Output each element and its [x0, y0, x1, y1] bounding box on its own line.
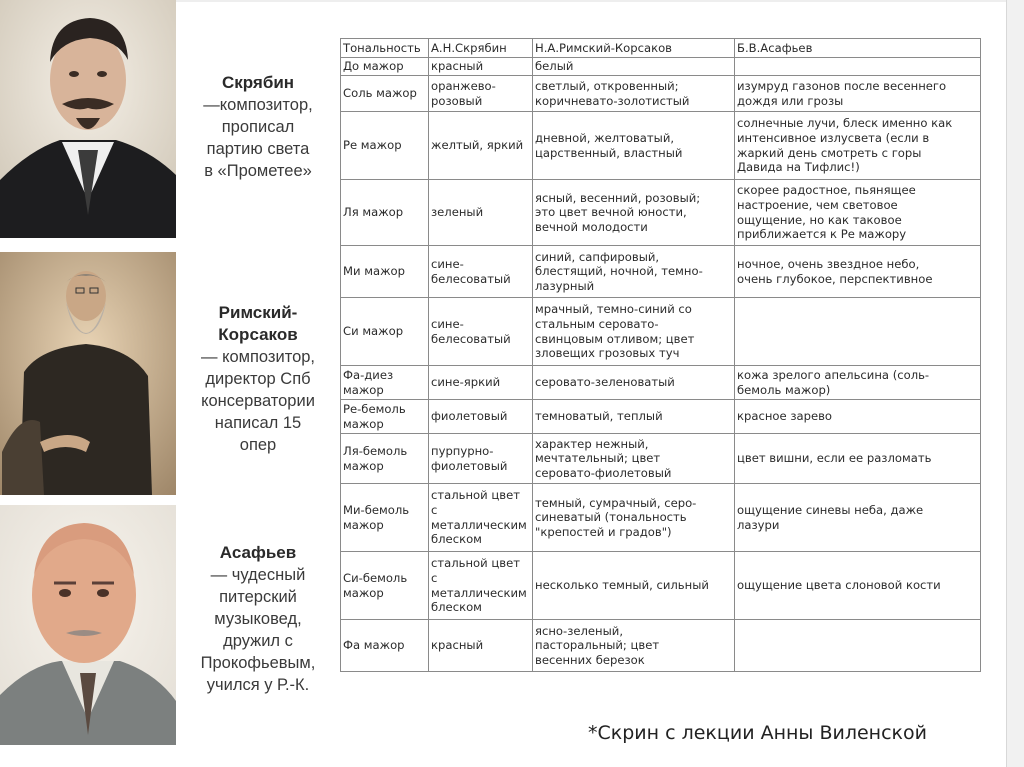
table-cell [735, 58, 981, 76]
table-cell: Фа мажор [341, 620, 429, 672]
scriabin-name: Скрябин [221, 73, 295, 92]
caption-line: дружил с [223, 632, 293, 650]
table-cell: несколько темный, сильный [533, 552, 735, 620]
table-row [341, 434, 981, 484]
table-cell: синий, сапфировый, блестящий, ночной, темно- лазурный [533, 246, 735, 298]
table-cell: Ми мажор [341, 246, 429, 298]
right-frame [1006, 0, 1024, 767]
table-cell: изумруд газонов после весеннего дождя или грозы [735, 76, 981, 112]
table-cell: солнечные лучи, блеск именно как интенсивное излусвета (если в жаркий день смотреть с горы Давида на Тифлис!) [735, 112, 981, 180]
table-row [341, 180, 981, 246]
table-row [341, 58, 981, 76]
table-cell: пурпурно- фиолетовый [429, 434, 533, 484]
rimsky-korsakov-caption [178, 302, 338, 456]
table-cell: Си мажор [341, 298, 429, 366]
rimsky-korsakov-name-line2: Корсаков [218, 325, 298, 344]
table-cell: мрачный, темно-синий со стальным серовато- свинцовым отливом; цвет зловещих грозовых туч [533, 298, 735, 366]
table-cell: цвет вишни, если ее разломать [735, 434, 981, 484]
caption-line: прописал [221, 118, 295, 136]
caption-line: в «Прометее» [204, 162, 312, 180]
table-cell: Ми-бемоль мажор [341, 484, 429, 552]
caption-line: музыковед, [214, 610, 302, 628]
table-row [341, 112, 981, 180]
table-cell: стальной цвет с металлическим блеском [429, 484, 533, 552]
table-cell: Ля-бемоль мажор [341, 434, 429, 484]
footnote: *Скрин с лекции Анны Виленской [588, 722, 927, 744]
table-body [341, 58, 981, 672]
header-rimsky-korsakov: Н.А.Римский-Корсаков [533, 39, 735, 58]
table-cell: оранжево- розовый [429, 76, 533, 112]
header-scriabin: А.Н.Скрябин [429, 39, 533, 58]
table-cell: кожа зрелого апельсина (соль- бемоль мажор) [735, 366, 981, 400]
table-cell: сине- белесоватый [429, 246, 533, 298]
table-cell [735, 620, 981, 672]
table-cell: скорее радостное, пьянящее настроение, чем световое ощущение, но как таковое приближается к Ре мажору [735, 180, 981, 246]
table-cell: ночное, очень звездное небо, очень глубокое, перспективное [735, 246, 981, 298]
table-cell: красное зарево [735, 400, 981, 434]
table-row [341, 246, 981, 298]
tonality-color-table [340, 38, 980, 672]
header-asafyev: Б.В.Асафьев [735, 39, 981, 58]
caption-line: директор Спб [205, 370, 311, 388]
table-cell: фиолетовый [429, 400, 533, 434]
table-cell: ясный, весенний, розовый; это цвет вечной юности, вечной молодости [533, 180, 735, 246]
table-cell: До мажор [341, 58, 429, 76]
table-cell: дневной, желтоватый, царственный, властный [533, 112, 735, 180]
table-row [341, 484, 981, 552]
table-row [341, 366, 981, 400]
table-cell: ясно-зеленый, пасторальный; цвет весенних березок [533, 620, 735, 672]
table-cell: Ля мажор [341, 180, 429, 246]
table-row [341, 552, 981, 620]
table-cell: желтый, яркий [429, 112, 533, 180]
table-cell [735, 298, 981, 366]
caption-line: — чудесный [210, 566, 306, 584]
table-cell: характер нежный, мечтательный; цвет серовато-фиолетовый [533, 434, 735, 484]
table-cell: сине-яркий [429, 366, 533, 400]
table-cell: красный [429, 58, 533, 76]
table-cell: белый [533, 58, 735, 76]
asafyev-caption [178, 542, 338, 696]
table-cell: темный, сумрачный, серо- синеватый (тональность "крепостей и градов") [533, 484, 735, 552]
scriabin-portrait [0, 0, 176, 238]
table-cell: стальной цвет с металлическим блеском [429, 552, 533, 620]
table-header-row [341, 39, 981, 58]
caption-line: Прокофьевым, [200, 654, 316, 672]
asafyev-portrait [0, 505, 176, 745]
table-cell: Соль мажор [341, 76, 429, 112]
table-cell: темноватый, теплый [533, 400, 735, 434]
asafyev-name: Асафьев [219, 543, 297, 562]
scriabin-caption [178, 72, 338, 182]
caption-line: написал 15 [214, 414, 302, 432]
table-cell: Ре-бемоль мажор [341, 400, 429, 434]
table-cell: зеленый [429, 180, 533, 246]
table-cell: ощущение синевы неба, даже лазури [735, 484, 981, 552]
table-cell: Ре мажор [341, 112, 429, 180]
table-cell: Фа-диез мажор [341, 366, 429, 400]
rimsky-korsakov-portrait [0, 252, 176, 495]
table-row [341, 298, 981, 366]
table-cell: сине- белесоватый [429, 298, 533, 366]
table-row [341, 620, 981, 672]
table-row [341, 76, 981, 112]
rimsky-korsakov-name-line1: Римский- [218, 303, 298, 322]
caption-line: — композитор, [200, 348, 316, 366]
caption-line: опер [239, 436, 277, 454]
table-cell: серовато-зеленоватый [533, 366, 735, 400]
caption-line: консерватории [201, 392, 315, 410]
caption-line: —композитор, [203, 96, 313, 114]
table-cell: Си-бемоль мажор [341, 552, 429, 620]
caption-line: питерский [219, 588, 297, 606]
header-tonality: Тональность [341, 39, 429, 58]
table-row [341, 400, 981, 434]
table-cell: светлый, откровенный; коричневато-золотистый [533, 76, 735, 112]
table-cell: красный [429, 620, 533, 672]
caption-line: партию света [206, 140, 310, 158]
color-table [340, 38, 981, 672]
table-cell: ощущение цвета слоновой кости [735, 552, 981, 620]
caption-line: учился у Р.-К. [206, 676, 310, 694]
